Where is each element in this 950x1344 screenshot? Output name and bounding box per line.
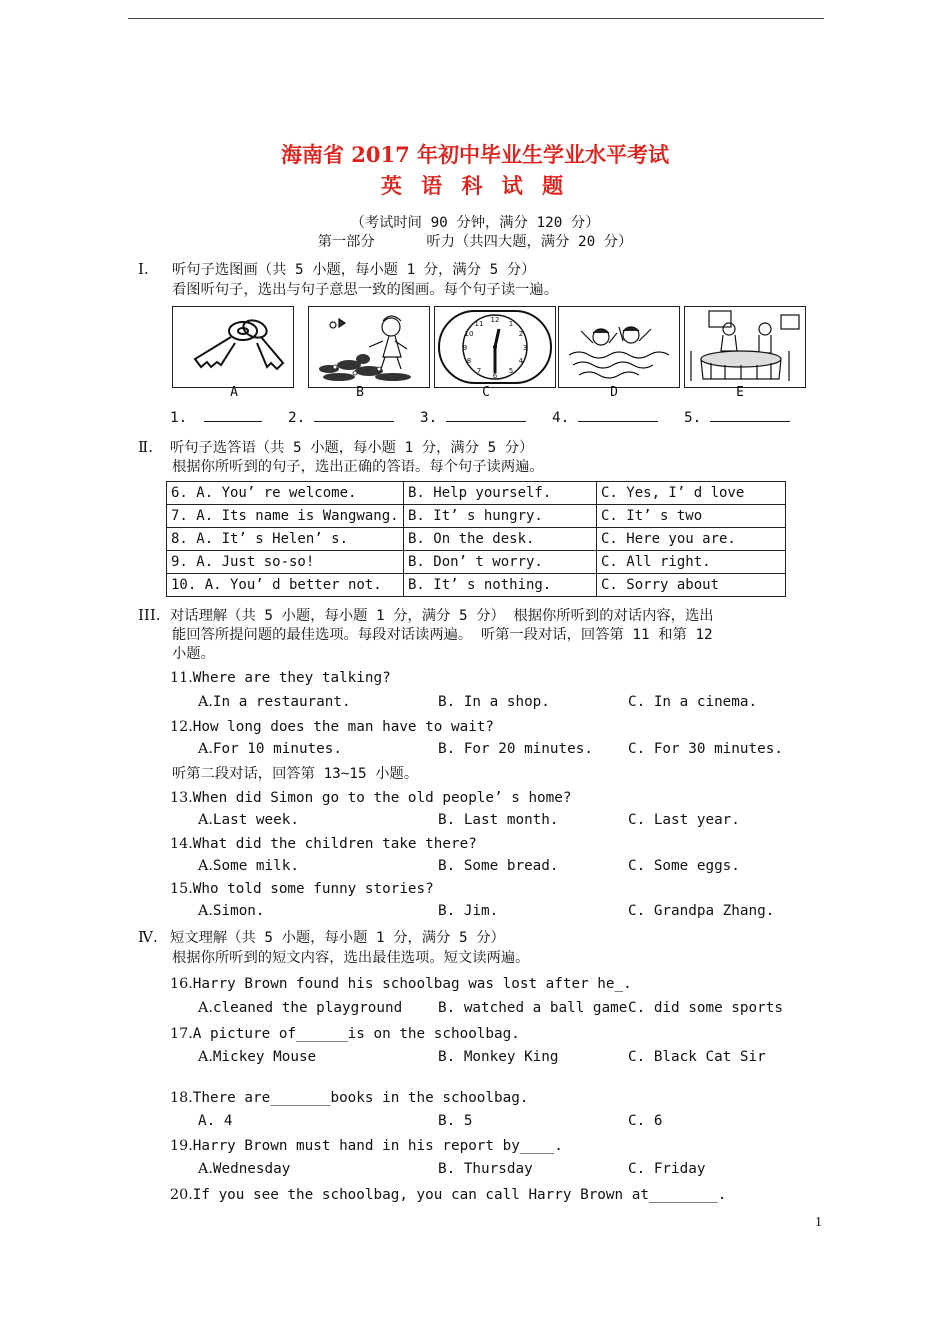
option-cell[interactable]: 8. A. It’ s Helen’ s. xyxy=(167,528,404,551)
option-cell[interactable]: 10. A. You’ d better not. xyxy=(167,574,404,597)
svg-text:4: 4 xyxy=(518,357,524,365)
picture-label-e: E xyxy=(736,385,744,400)
section2-heading: 听句子选答语（共 5 小题，每小题 1 分，满分 5 分） xyxy=(170,440,534,456)
answer-blank-4[interactable]: 4. xyxy=(552,407,658,427)
option-19b[interactable]: B. Thursday xyxy=(438,1161,533,1177)
answer-blank-1[interactable]: 1. xyxy=(170,407,262,427)
svg-text:11: 11 xyxy=(474,320,484,328)
option-cell[interactable]: C. Here you are. xyxy=(597,528,786,551)
option-cell[interactable]: C. It’ s two xyxy=(597,505,786,528)
picture-label-c: C xyxy=(482,385,490,400)
option-18a[interactable]: A. 4 xyxy=(198,1113,233,1129)
response-table xyxy=(166,481,786,597)
option-13b[interactable]: B. Last month. xyxy=(438,812,559,828)
option-14c[interactable]: C. Some eggs. xyxy=(628,858,740,874)
option-17c[interactable]: C. Black Cat Sir xyxy=(628,1049,766,1065)
option-17a[interactable]: A.Mickey Mouse xyxy=(198,1049,317,1065)
clock-icon xyxy=(434,306,556,388)
question-20: 20.If you see the schoolbag, you can call Harry Brown at________. xyxy=(170,1187,727,1203)
option-cell[interactable]: B. It’ s hungry. xyxy=(404,505,597,528)
option-cell[interactable]: 9. A. Just so-so! xyxy=(167,551,404,574)
option-cell[interactable]: B. On the desk. xyxy=(404,528,597,551)
section3-heading-line2: 能回答所提问题的最佳选项。每段对话读两遍。 听第一段对话，回答第 11 和第 12 xyxy=(172,627,713,643)
restaurant-table-icon xyxy=(684,306,806,388)
swimming-children-icon xyxy=(558,306,680,388)
section3-heading-line1: 对话理解（共 5 小题，每小题 1 分，满分 5 分） 根据你所听到的对话内容，选出 xyxy=(170,608,714,624)
svg-text:10: 10 xyxy=(464,330,474,338)
svg-text:7: 7 xyxy=(476,367,482,375)
option-16b[interactable]: B. watched a ball game xyxy=(438,1000,628,1016)
option-19a[interactable]: A.Wednesday xyxy=(198,1161,291,1177)
question-18: 18.There are_______books in the schoolbag. xyxy=(170,1090,529,1106)
section2-number: Ⅱ. xyxy=(138,438,153,456)
option-cell[interactable]: B. Don’ t worry. xyxy=(404,551,597,574)
picture-label-d: D xyxy=(610,385,618,400)
svg-text:3: 3 xyxy=(522,344,528,352)
section3-heading-line3: 小题。 xyxy=(172,646,215,662)
section4-heading: 短文理解（共 5 小题，每小题 1 分，满分 5 分） xyxy=(170,930,505,946)
option-18c[interactable]: C. 6 xyxy=(628,1113,663,1129)
table-row xyxy=(167,551,786,574)
svg-text:1: 1 xyxy=(508,320,514,328)
girl-in-leaves-icon xyxy=(308,306,430,388)
table-row xyxy=(167,528,786,551)
option-15c[interactable]: C. Grandpa Zhang. xyxy=(628,903,775,919)
option-cell[interactable]: C. Yes, I’ d love xyxy=(597,482,786,505)
section1-instruction: 看图听句子，选出与句子意思一致的图画。每个句子读一遍。 xyxy=(172,282,559,298)
option-15a[interactable]: A.Simon. xyxy=(198,903,265,919)
svg-text:2: 2 xyxy=(518,330,524,338)
option-11c[interactable]: C. In a cinema. xyxy=(628,694,758,710)
question-11: 11.Where are they talking? xyxy=(170,670,391,686)
option-14b[interactable]: B. Some bread. xyxy=(438,858,559,874)
option-11b[interactable]: B. In a shop. xyxy=(438,694,550,710)
question-15: 15.Who told some funny stories? xyxy=(170,881,434,897)
section1-heading: 听句子选图画（共 5 小题，每小题 1 分，满分 5 分） xyxy=(172,262,536,278)
option-cell[interactable]: C. Sorry about xyxy=(597,574,786,597)
exam-info: （考试时间 90 分钟，满分 120 分） xyxy=(350,215,600,231)
table-row xyxy=(167,482,786,505)
question-12: 12.How long does the man have to wait? xyxy=(170,719,495,735)
exam-title: 海南省 2017 年初中毕业生学业水平考试 xyxy=(280,142,670,167)
page-number: 1 xyxy=(815,1215,822,1230)
svg-text:5: 5 xyxy=(508,367,514,375)
option-12c[interactable]: C. For 30 minutes. xyxy=(628,741,783,757)
svg-text:8: 8 xyxy=(466,357,472,365)
picture-label-b: B xyxy=(356,385,364,400)
option-14a[interactable]: A.Some milk. xyxy=(198,858,299,874)
answer-blank-5[interactable]: 5. xyxy=(684,407,790,427)
option-17b[interactable]: B. Monkey King xyxy=(438,1049,559,1065)
question-16: 16.Harry Brown found his schoolbag was lost after he_. xyxy=(170,976,632,992)
svg-text:6: 6 xyxy=(492,372,498,380)
option-12a[interactable]: A.For 10 minutes. xyxy=(198,741,342,757)
section2-instruction: 根据你所听到的句子，选出正确的答语。每个句子读两遍。 xyxy=(172,459,544,475)
picture-label-a: A xyxy=(230,385,238,400)
table-row xyxy=(167,574,786,597)
section4-instruction: 根据你所听到的短文内容，选出最佳选项。短文读两遍。 xyxy=(172,950,530,966)
keys-icon xyxy=(172,306,294,388)
option-13a[interactable]: A.Last week. xyxy=(198,812,299,828)
question-13: 13.When did Simon go to the old people’ s home? xyxy=(170,790,572,806)
table-row xyxy=(167,505,786,528)
answer-blank-2[interactable]: 2. xyxy=(288,407,394,427)
option-18b[interactable]: B. 5 xyxy=(438,1113,473,1129)
question-19: 19.Harry Brown must hand in his report by____. xyxy=(170,1138,563,1154)
option-11a[interactable]: A.In a restaurant. xyxy=(198,694,351,710)
header-rule xyxy=(128,18,824,19)
question-17: 17.A picture of______is on the schoolbag. xyxy=(170,1026,520,1042)
section4-number: Ⅳ. xyxy=(138,928,158,946)
answer-blank-3[interactable]: 3. xyxy=(420,407,526,427)
part-info: 第一部分 听力（共四大题，满分 20 分） xyxy=(317,234,633,250)
section3-number: III. xyxy=(138,606,161,624)
svg-text:12: 12 xyxy=(490,316,500,324)
exam-subtitle: 英 语 科 试 题 xyxy=(380,173,570,198)
section1-number: Ⅰ. xyxy=(138,260,149,278)
question-14: 14.What did the children take there? xyxy=(170,836,477,852)
option-12b[interactable]: B. For 20 minutes. xyxy=(438,741,593,757)
option-cell[interactable]: C. All right. xyxy=(597,551,786,574)
option-cell[interactable]: 6. A. You’ re welcome. xyxy=(167,482,404,505)
option-cell[interactable]: 7. A. Its name is Wangwang. xyxy=(167,505,404,528)
option-13c[interactable]: C. Last year. xyxy=(628,812,740,828)
svg-text:9: 9 xyxy=(462,344,468,352)
option-16a[interactable]: A.cleaned the playground xyxy=(198,1000,403,1016)
option-16c[interactable]: C. did some sports xyxy=(628,1000,783,1016)
option-19c[interactable]: C. Friday xyxy=(628,1161,706,1177)
option-cell[interactable]: B. It’ s nothing. xyxy=(404,574,597,597)
option-cell[interactable]: B. Help yourself. xyxy=(404,482,597,505)
option-15b[interactable]: B. Jim. xyxy=(438,903,499,919)
second-dialogue-note: 听第二段对话，回答第 13~15 小题。 xyxy=(172,766,419,782)
